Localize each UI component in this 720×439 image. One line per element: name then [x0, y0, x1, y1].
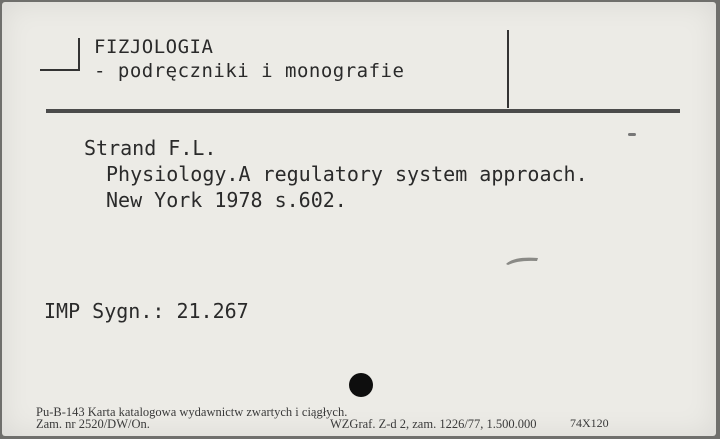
subject-subheading: - podręczniki i monografie — [94, 60, 405, 82]
punch-hole — [349, 373, 373, 397]
corner-mark-vertical — [78, 38, 80, 70]
entry-author: Strand F.L. — [84, 136, 217, 160]
ink-speck — [628, 133, 636, 136]
entry-publication: New York 1978 s.602. — [106, 188, 347, 212]
corner-mark-horizontal — [40, 69, 80, 71]
footer-printer: WZGraf. Z-d 2, zam. 1226/77, 1.500.000 — [330, 417, 537, 431]
header-divider-vertical — [507, 30, 509, 108]
entry-title: Physiology.A regulatory system approach. — [106, 162, 588, 186]
ink-smudge — [504, 254, 540, 266]
subject-heading: FIZJOLOGIA — [94, 36, 214, 58]
footer-order-number: Zam. nr 2520/DW/On. — [36, 417, 150, 431]
header-divider-horizontal — [46, 109, 680, 113]
footer-form-name: Pu-B-143 Karta katalogowa wydawnictw zwartych i ciągłych. — [36, 405, 348, 419]
catalog-card — [2, 2, 716, 436]
call-number: IMP Sygn.: 21.267 — [44, 299, 249, 323]
footer-card-size: 74X120 — [570, 416, 609, 430]
